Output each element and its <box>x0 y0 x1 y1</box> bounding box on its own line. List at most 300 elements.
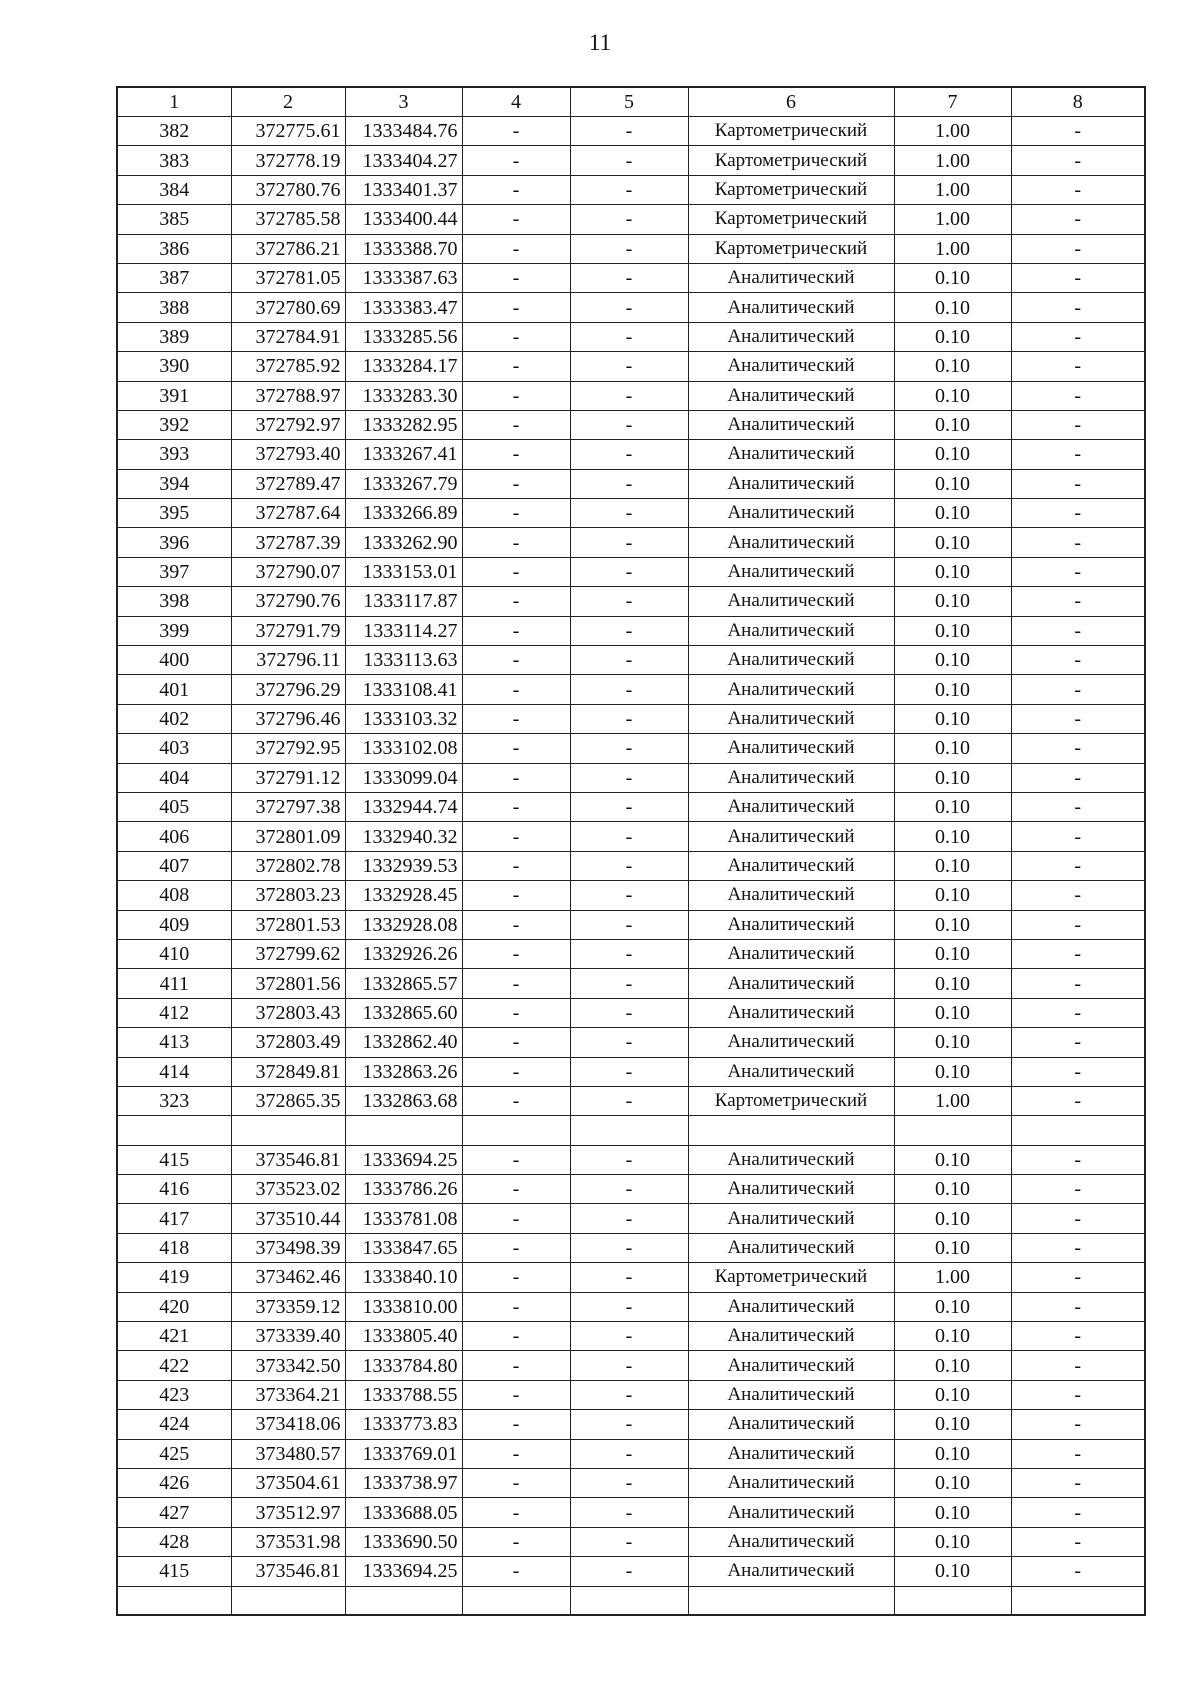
table-cell: 428 <box>117 1527 231 1556</box>
table-cell: 1.00 <box>894 234 1011 263</box>
table-cell: - <box>1011 117 1145 146</box>
table-cell: 372790.76 <box>231 587 345 616</box>
table-cell: 372790.07 <box>231 557 345 586</box>
table-cell: - <box>570 1292 688 1321</box>
table-cell: - <box>462 646 570 675</box>
table-cell: 1333387.63 <box>345 263 462 292</box>
table-cell: 400 <box>117 646 231 675</box>
table-cell: Аналитический <box>688 1175 894 1204</box>
table-cell: - <box>1011 939 1145 968</box>
table-cell <box>1011 1586 1145 1615</box>
table-cell: 1332944.74 <box>345 792 462 821</box>
table-cell: 1333784.80 <box>345 1351 462 1380</box>
table-row <box>117 205 1145 234</box>
table-cell: 373504.61 <box>231 1468 345 1497</box>
table-cell: - <box>1011 352 1145 381</box>
table-cell: 1333388.70 <box>345 234 462 263</box>
table-cell: - <box>462 381 570 410</box>
table-cell <box>117 1586 231 1615</box>
table-cell: 0.10 <box>894 1351 1011 1380</box>
table-cell: 1333773.83 <box>345 1410 462 1439</box>
table-cell: 0.10 <box>894 1380 1011 1409</box>
table-row <box>117 1468 1145 1497</box>
table-cell: - <box>1011 1086 1145 1115</box>
table-cell: 1.00 <box>894 146 1011 175</box>
table-cell: 0.10 <box>894 1498 1011 1527</box>
table-row <box>117 646 1145 675</box>
table-cell: - <box>462 1263 570 1292</box>
table-cell: 0.10 <box>894 352 1011 381</box>
table-cell: - <box>570 557 688 586</box>
table-cell: Аналитический <box>688 1057 894 1086</box>
table-cell: - <box>462 1498 570 1527</box>
table-cell: - <box>1011 1204 1145 1233</box>
table-cell: 323 <box>117 1086 231 1115</box>
table-cell: 0.10 <box>894 1028 1011 1057</box>
table-cell: - <box>570 205 688 234</box>
table-cell: 0.10 <box>894 969 1011 998</box>
table-cell: - <box>462 410 570 439</box>
table-cell: 415 <box>117 1557 231 1586</box>
table-cell: Аналитический <box>688 352 894 381</box>
table-cell: 0.10 <box>894 322 1011 351</box>
table-cell: - <box>570 1057 688 1086</box>
table-row <box>117 1527 1145 1556</box>
table-cell: 411 <box>117 969 231 998</box>
table-cell: 0.10 <box>894 734 1011 763</box>
table-row <box>117 910 1145 939</box>
column-header: 6 <box>688 87 894 117</box>
table-cell: 417 <box>117 1204 231 1233</box>
table-cell: 373342.50 <box>231 1351 345 1380</box>
table-cell: 372789.47 <box>231 469 345 498</box>
table-cell: - <box>570 881 688 910</box>
table-cell: 423 <box>117 1380 231 1409</box>
page-number: 11 <box>588 30 612 55</box>
table-cell: - <box>462 499 570 528</box>
table-cell: 385 <box>117 205 231 234</box>
table-cell: 372785.92 <box>231 352 345 381</box>
table-cell: Аналитический <box>688 440 894 469</box>
table-cell: - <box>462 293 570 322</box>
table-cell: 1333404.27 <box>345 146 462 175</box>
table-cell: 1332865.57 <box>345 969 462 998</box>
table-cell: 391 <box>117 381 231 410</box>
table-cell: - <box>462 234 570 263</box>
table-cell: 0.10 <box>894 822 1011 851</box>
table-cell: 383 <box>117 146 231 175</box>
table-cell: 1333840.10 <box>345 1263 462 1292</box>
table-cell: 0.10 <box>894 1410 1011 1439</box>
table-cell: Аналитический <box>688 1557 894 1586</box>
table-cell <box>462 1116 570 1145</box>
table-cell: - <box>462 440 570 469</box>
table-cell: - <box>570 704 688 733</box>
table-cell: Аналитический <box>688 1145 894 1174</box>
table-row <box>117 616 1145 645</box>
column-header: 3 <box>345 87 462 117</box>
table-cell: - <box>462 851 570 880</box>
table-cell: - <box>570 1410 688 1439</box>
table-cell: Аналитический <box>688 263 894 292</box>
table-cell: - <box>570 499 688 528</box>
table-cell: - <box>1011 557 1145 586</box>
table-cell <box>688 1116 894 1145</box>
column-header: 2 <box>231 87 345 117</box>
table-cell: Картометрический <box>688 146 894 175</box>
table-cell: 406 <box>117 822 231 851</box>
table-cell: - <box>570 1204 688 1233</box>
table-cell: Аналитический <box>688 469 894 498</box>
table-row <box>117 1439 1145 1468</box>
table-cell: Аналитический <box>688 646 894 675</box>
table-header-row <box>117 87 1145 117</box>
table-cell: - <box>462 1028 570 1057</box>
table-cell: 0.10 <box>894 1233 1011 1262</box>
table-cell <box>231 1586 345 1615</box>
table-cell: Аналитический <box>688 557 894 586</box>
table-cell: 372803.43 <box>231 998 345 1027</box>
table-cell: - <box>570 1263 688 1292</box>
table-cell: - <box>570 587 688 616</box>
table-cell: Аналитический <box>688 704 894 733</box>
table-cell: - <box>570 969 688 998</box>
table-cell: - <box>570 1175 688 1204</box>
table-cell: - <box>1011 1175 1145 1204</box>
table-cell: - <box>462 939 570 968</box>
table-cell: - <box>1011 675 1145 704</box>
table-row <box>117 1204 1145 1233</box>
table-cell: - <box>570 410 688 439</box>
table-cell: - <box>570 293 688 322</box>
table-cell: - <box>462 763 570 792</box>
table-cell: - <box>462 881 570 910</box>
table-cell: 1333267.41 <box>345 440 462 469</box>
table-cell: Аналитический <box>688 1351 894 1380</box>
table-cell: Аналитический <box>688 1439 894 1468</box>
table-cell: 398 <box>117 587 231 616</box>
table-cell: 401 <box>117 675 231 704</box>
table-cell: 372792.95 <box>231 734 345 763</box>
table-cell: 396 <box>117 528 231 557</box>
table-cell: - <box>570 528 688 557</box>
table-cell: - <box>1011 1380 1145 1409</box>
table-cell: Аналитический <box>688 528 894 557</box>
table-cell <box>231 1116 345 1145</box>
table-row <box>117 146 1145 175</box>
table-cell: - <box>570 1351 688 1380</box>
table-cell: 390 <box>117 352 231 381</box>
table-cell: Аналитический <box>688 822 894 851</box>
table-cell: - <box>1011 1028 1145 1057</box>
table-cell <box>117 1116 231 1145</box>
table-cell: 421 <box>117 1322 231 1351</box>
table-cell: 372865.35 <box>231 1086 345 1115</box>
table-cell: - <box>1011 175 1145 204</box>
table-cell: 393 <box>117 440 231 469</box>
table-row <box>117 939 1145 968</box>
table-cell: 395 <box>117 499 231 528</box>
table-cell: 1333694.25 <box>345 1145 462 1174</box>
table-cell: 372849.81 <box>231 1057 345 1086</box>
table-cell: 409 <box>117 910 231 939</box>
table-cell: Аналитический <box>688 792 894 821</box>
table-cell: 0.10 <box>894 792 1011 821</box>
table-cell: 372781.05 <box>231 263 345 292</box>
table-cell: 372802.78 <box>231 851 345 880</box>
table-cell: 410 <box>117 939 231 968</box>
table-cell: Аналитический <box>688 293 894 322</box>
table-cell <box>688 1586 894 1615</box>
table-cell: 420 <box>117 1292 231 1321</box>
table-cell: 372801.09 <box>231 822 345 851</box>
table-cell: 0.10 <box>894 998 1011 1027</box>
table-cell: 372803.49 <box>231 1028 345 1057</box>
table-row <box>117 1233 1145 1262</box>
table-cell: 1.00 <box>894 117 1011 146</box>
table-cell: - <box>570 646 688 675</box>
table-cell: Аналитический <box>688 910 894 939</box>
table-cell: - <box>1011 734 1145 763</box>
table-cell: Аналитический <box>688 763 894 792</box>
table-cell: - <box>1011 1527 1145 1556</box>
table-cell: 372787.39 <box>231 528 345 557</box>
table-cell: Картометрический <box>688 234 894 263</box>
table-cell: 373480.57 <box>231 1439 345 1468</box>
table-row <box>117 1410 1145 1439</box>
table-cell: 0.10 <box>894 1175 1011 1204</box>
table-cell: - <box>1011 1439 1145 1468</box>
table-cell: 1333108.41 <box>345 675 462 704</box>
table-cell: 373523.02 <box>231 1175 345 1204</box>
table-cell: 387 <box>117 263 231 292</box>
table-cell: 1333103.32 <box>345 704 462 733</box>
table-cell: 372784.91 <box>231 322 345 351</box>
table-row <box>117 175 1145 204</box>
table-cell: - <box>570 734 688 763</box>
table-cell: 419 <box>117 1263 231 1292</box>
table-cell: 384 <box>117 175 231 204</box>
table-cell: - <box>462 675 570 704</box>
table-cell: 0.10 <box>894 881 1011 910</box>
table-cell: 372791.12 <box>231 763 345 792</box>
table-cell: Аналитический <box>688 675 894 704</box>
table-cell: - <box>1011 998 1145 1027</box>
table-cell: 373510.44 <box>231 1204 345 1233</box>
table-cell: 0.10 <box>894 1145 1011 1174</box>
table-cell: 0.10 <box>894 440 1011 469</box>
table-cell: 373339.40 <box>231 1322 345 1351</box>
table-cell: - <box>570 1086 688 1115</box>
table-cell: - <box>570 1380 688 1409</box>
table-cell: 0.10 <box>894 646 1011 675</box>
table-cell: 1332940.32 <box>345 822 462 851</box>
table-cell: - <box>462 528 570 557</box>
table-cell: 399 <box>117 616 231 645</box>
table-cell: Аналитический <box>688 1527 894 1556</box>
table-cell: 372775.61 <box>231 117 345 146</box>
table-row <box>117 352 1145 381</box>
table-cell: 372788.97 <box>231 381 345 410</box>
table-cell: - <box>570 616 688 645</box>
table-cell: Аналитический <box>688 734 894 763</box>
table-cell: 1332865.60 <box>345 998 462 1027</box>
table-row <box>117 1380 1145 1409</box>
table-cell: 1333153.01 <box>345 557 462 586</box>
table-cell: Аналитический <box>688 410 894 439</box>
table-cell: 373462.46 <box>231 1263 345 1292</box>
table-cell: 372780.69 <box>231 293 345 322</box>
table-cell: 0.10 <box>894 910 1011 939</box>
table-cell: 372787.64 <box>231 499 345 528</box>
table-cell: 1.00 <box>894 1263 1011 1292</box>
table-cell: 416 <box>117 1175 231 1204</box>
table-cell: - <box>1011 440 1145 469</box>
table-cell: - <box>570 851 688 880</box>
table-row <box>117 381 1145 410</box>
table-row <box>117 234 1145 263</box>
table-cell: 1333484.76 <box>345 117 462 146</box>
table-cell: - <box>570 352 688 381</box>
table-cell: - <box>570 322 688 351</box>
table-row <box>117 1028 1145 1057</box>
table-cell: 372797.38 <box>231 792 345 821</box>
table-cell: 413 <box>117 1028 231 1057</box>
table-row <box>117 587 1145 616</box>
table-cell: - <box>1011 851 1145 880</box>
table-cell: 1333400.44 <box>345 205 462 234</box>
column-header: 8 <box>1011 87 1145 117</box>
table-cell: - <box>462 469 570 498</box>
table-cell: 0.10 <box>894 1292 1011 1321</box>
table-cell: 373364.21 <box>231 1380 345 1409</box>
table-cell: 1333810.00 <box>345 1292 462 1321</box>
table-cell: - <box>462 146 570 175</box>
table-cell: 0.10 <box>894 939 1011 968</box>
table-cell: 408 <box>117 881 231 910</box>
table-cell: 422 <box>117 1351 231 1380</box>
table-cell: Аналитический <box>688 851 894 880</box>
table-cell: Аналитический <box>688 969 894 998</box>
table-cell: - <box>570 117 688 146</box>
table-cell: 1333114.27 <box>345 616 462 645</box>
table-cell: 1333401.37 <box>345 175 462 204</box>
table-cell: - <box>462 263 570 292</box>
table-cell: 1333383.47 <box>345 293 462 322</box>
table-cell: - <box>570 792 688 821</box>
table-cell: 1332863.26 <box>345 1057 462 1086</box>
table-cell: 372785.58 <box>231 205 345 234</box>
table-cell: 373512.97 <box>231 1498 345 1527</box>
table-cell: Аналитический <box>688 616 894 645</box>
table-cell: 0.10 <box>894 1057 1011 1086</box>
table-cell: - <box>462 557 570 586</box>
table-cell: - <box>1011 1292 1145 1321</box>
table-cell: 397 <box>117 557 231 586</box>
table-row <box>117 1557 1145 1586</box>
table-cell: - <box>462 1292 570 1321</box>
table-body <box>117 117 1145 1616</box>
table-cell <box>894 1586 1011 1615</box>
table-cell: 1333262.90 <box>345 528 462 557</box>
table-cell: - <box>1011 1233 1145 1262</box>
table-cell: - <box>1011 1322 1145 1351</box>
table-cell: - <box>462 117 570 146</box>
table-cell: - <box>570 1439 688 1468</box>
table-cell: - <box>462 175 570 204</box>
table-cell: - <box>1011 499 1145 528</box>
table-cell: - <box>462 587 570 616</box>
table-cell: 1332928.45 <box>345 881 462 910</box>
table-cell: 373498.39 <box>231 1233 345 1262</box>
table-cell: 386 <box>117 234 231 263</box>
table-cell: 403 <box>117 734 231 763</box>
table-cell: - <box>462 734 570 763</box>
table-cell: 0.10 <box>894 557 1011 586</box>
table-cell: - <box>1011 616 1145 645</box>
table-cell: - <box>1011 910 1145 939</box>
table-cell: - <box>1011 1498 1145 1527</box>
table-row <box>117 528 1145 557</box>
table-cell: - <box>570 234 688 263</box>
table-cell <box>894 1116 1011 1145</box>
table-cell <box>345 1586 462 1615</box>
table-cell: 372803.23 <box>231 881 345 910</box>
table-cell: 1.00 <box>894 1086 1011 1115</box>
table-cell: - <box>570 469 688 498</box>
table-cell: Аналитический <box>688 1410 894 1439</box>
table-cell: Аналитический <box>688 1233 894 1262</box>
table-cell: Аналитический <box>688 998 894 1027</box>
table-cell: 0.10 <box>894 675 1011 704</box>
table-cell: - <box>462 1380 570 1409</box>
table-cell: Аналитический <box>688 499 894 528</box>
table-row <box>117 881 1145 910</box>
table-cell: Аналитический <box>688 1292 894 1321</box>
table-cell: - <box>570 939 688 968</box>
table-cell: - <box>1011 1145 1145 1174</box>
table-cell: - <box>570 146 688 175</box>
table-cell: 0.10 <box>894 528 1011 557</box>
table-cell: 392 <box>117 410 231 439</box>
table-cell: - <box>462 1439 570 1468</box>
table-cell: 389 <box>117 322 231 351</box>
table-cell: 1333781.08 <box>345 1204 462 1233</box>
table-cell: - <box>462 1557 570 1586</box>
table-cell: 1333769.01 <box>345 1439 462 1468</box>
table-row <box>117 1145 1145 1174</box>
table-cell: Аналитический <box>688 939 894 968</box>
table-cell: - <box>462 616 570 645</box>
table-row <box>117 704 1145 733</box>
table-cell: - <box>462 1468 570 1497</box>
table-cell: - <box>570 1498 688 1527</box>
table-cell: 372799.62 <box>231 939 345 968</box>
table-row <box>117 322 1145 351</box>
table-cell: 0.10 <box>894 263 1011 292</box>
table-row <box>117 1263 1145 1292</box>
table-cell: 1333690.50 <box>345 1527 462 1556</box>
table-cell: 372796.11 <box>231 646 345 675</box>
table-row <box>117 1586 1145 1615</box>
table-cell: - <box>570 1557 688 1586</box>
table-cell: Аналитический <box>688 1380 894 1409</box>
table-cell: 425 <box>117 1439 231 1468</box>
table-cell: 372801.56 <box>231 969 345 998</box>
table-cell: - <box>1011 704 1145 733</box>
table-cell: Картометрический <box>688 175 894 204</box>
table-row <box>117 263 1145 292</box>
